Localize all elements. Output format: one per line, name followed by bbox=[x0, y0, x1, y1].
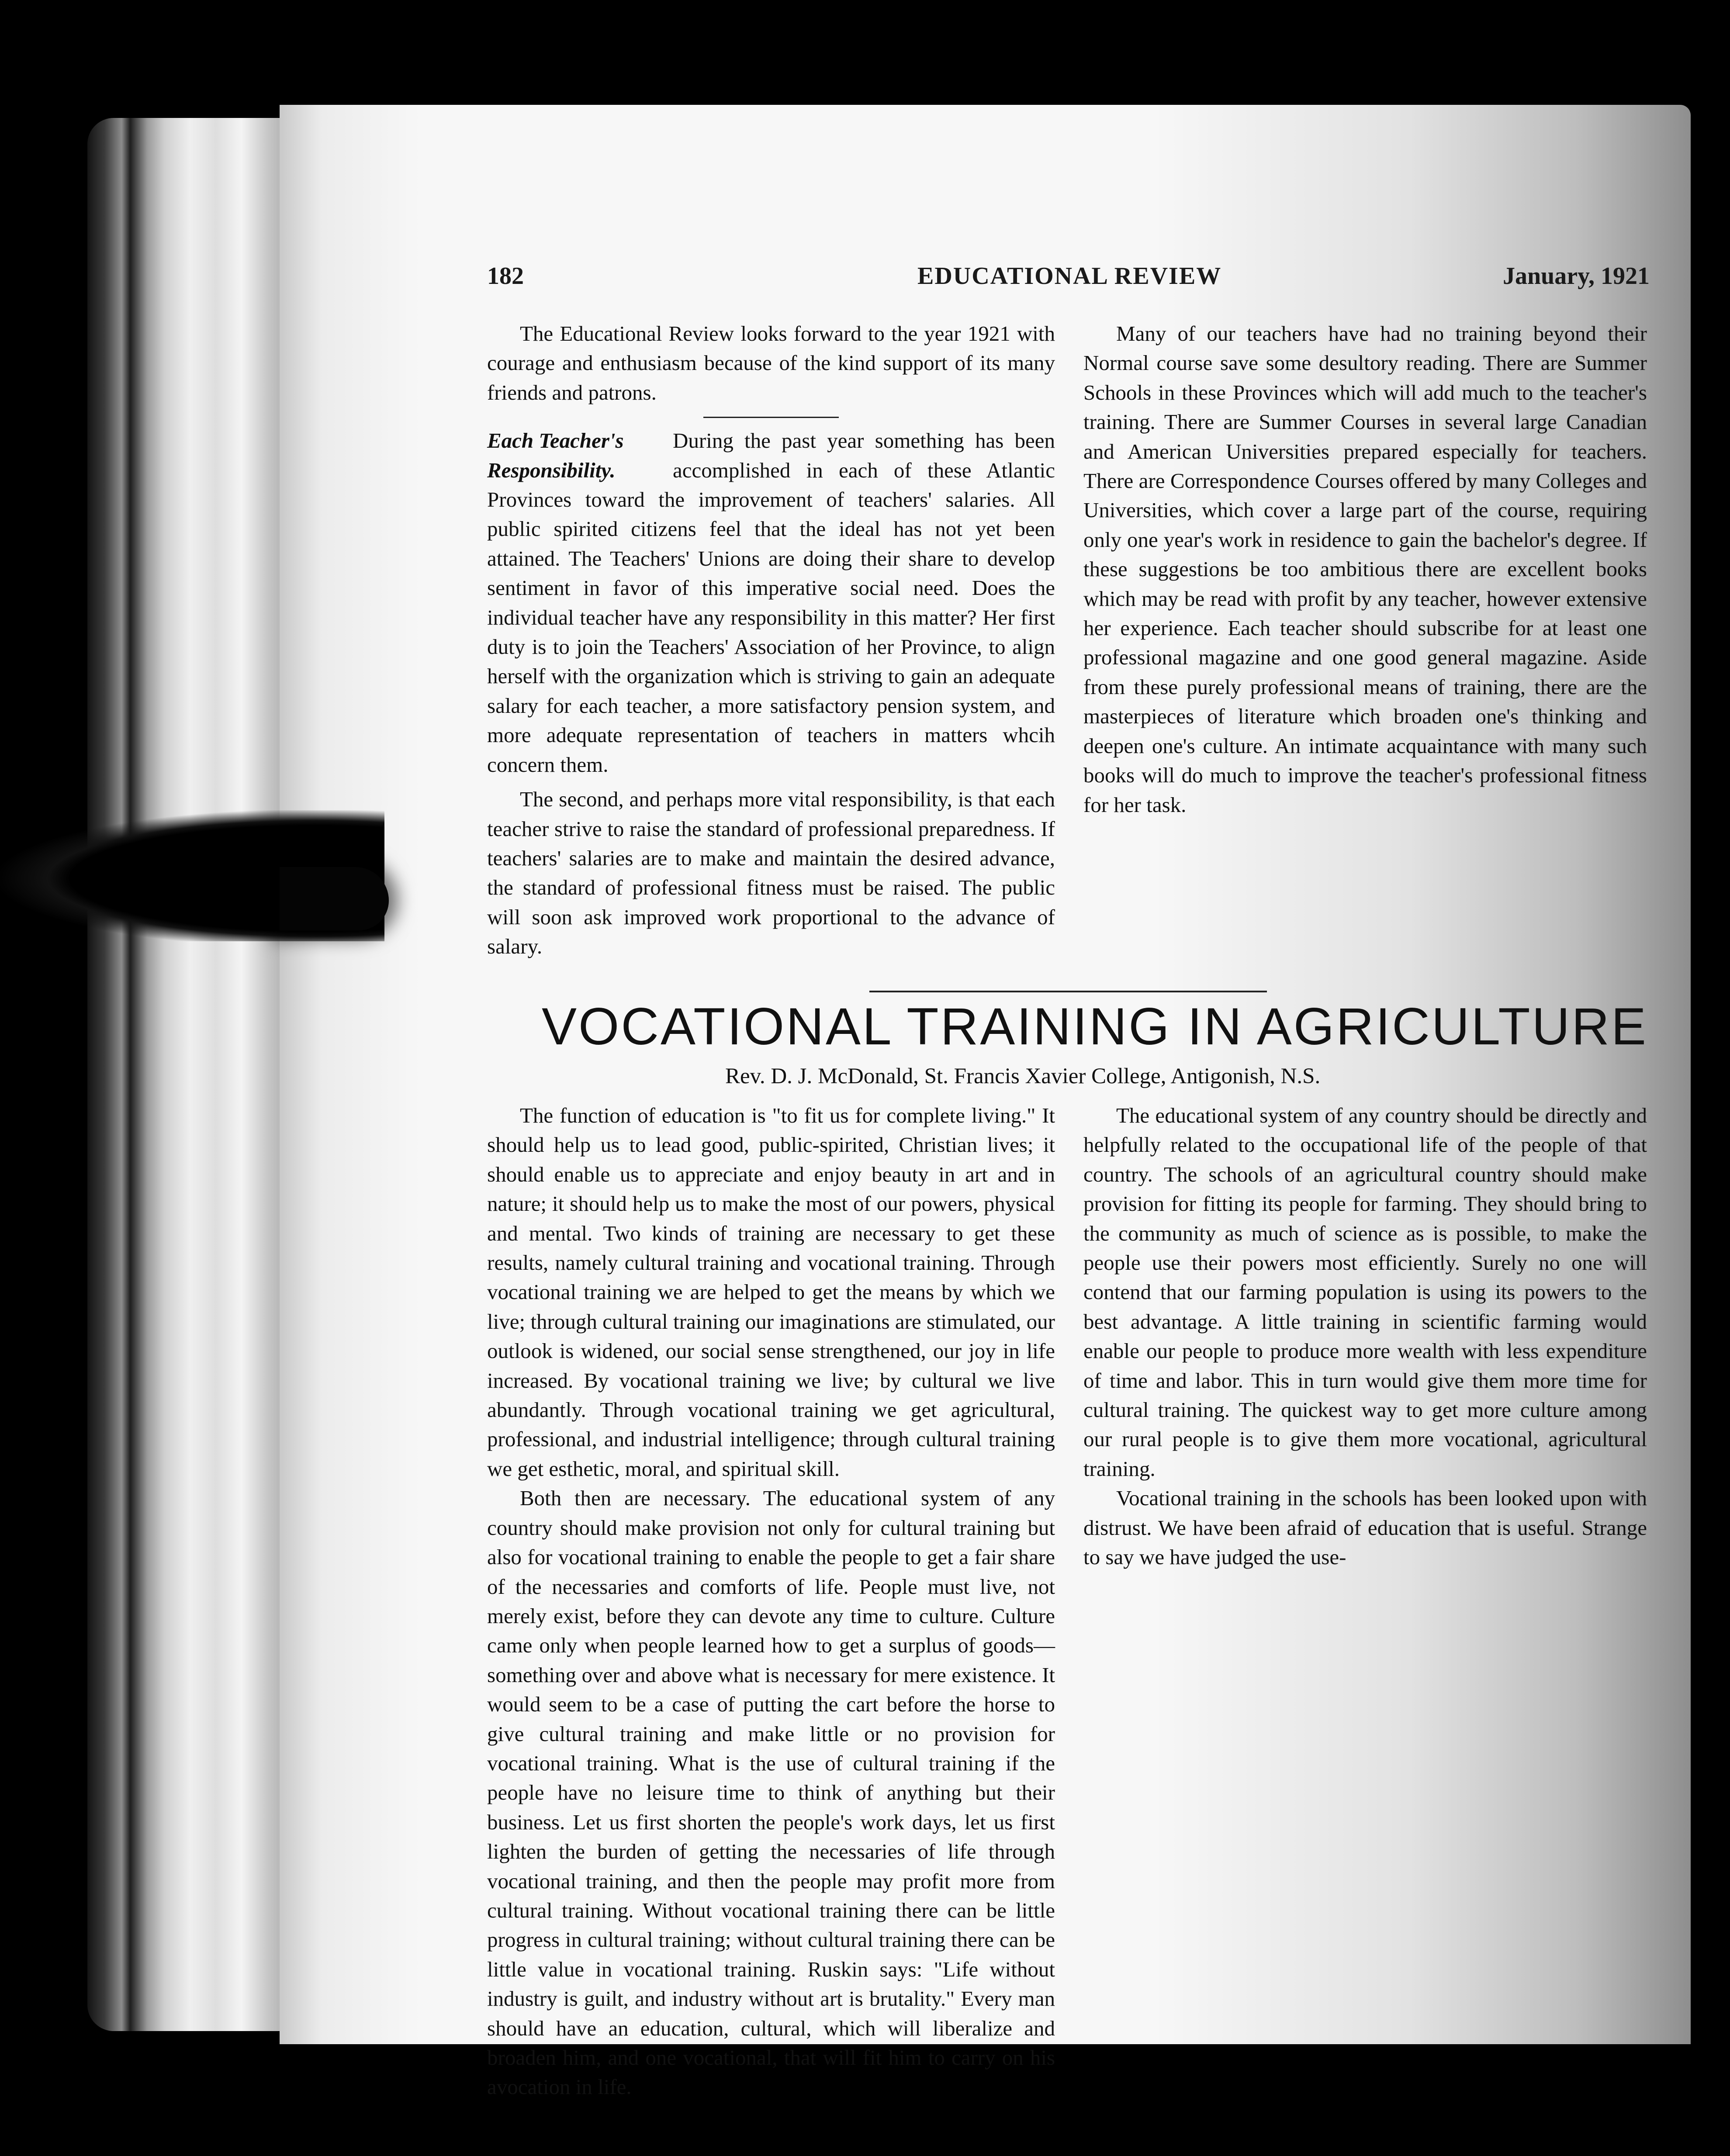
editorial-paragraph-1-text: During the past year something has been accomplished in each of these Atlantic Provinces toward the improvement of teachers' salaries. All public spirited citizens feel that the ideal has not yet been attained. The Teachers' Unions are doing their share to develop sentiment in favor of this imperative social need. Does the individual teacher have any responsibility in this matter? Her first duty is to join the Teachers' Association of her Province, to align herself with the organization which is striving to gain an adequate salary for each teacher, a more satisfactory pension system, and more adequate representation of teachers in matters whcih concern them. bbox=[487, 428, 1055, 777]
issue-date: January, 1921 bbox=[1503, 263, 1650, 290]
article-title: VOCATIONAL TRAINING IN AGRICULTURE bbox=[542, 997, 1648, 1056]
editorial-intro: The Educational Review looks forward to the year 1921 with courage and enthusiasm because of the kind support of its many friends and patrons. bbox=[487, 321, 1055, 404]
editorial-paragraph-3: Many of our teachers have had no training beyond their Normal course save some desultory reading. There are Summer Schools in these Provinces which will add much to the teacher's training. There are Summer Courses in several large Canadian and American Universities prepared especially for teachers. There are Correspondence Courses offered by many Colleges and Universities, which cover a large part of the course, requiring only one year's work in residence to gain the bachelor's degree. If these suggestions be too ambitious there are excellent books which may be read with profit by any teacher, however extensive her experience. Each teacher should subscribe for at least one professional magazine and one good general magazine. Aside from these purely professional means of training, there are the masterpieces of literature which broaden one's thinking and deepen one's culture. An intimate acquaintance with many such books will do much to improve the teacher's professional fitness for her task. bbox=[1083, 321, 1647, 817]
article-byline: Rev. D. J. McDonald, St. Francis Xavier College, Antigonish, N.S. bbox=[725, 1064, 1321, 1088]
side-heading: Each Teacher's Responsibility. bbox=[487, 428, 624, 482]
editorial-divider bbox=[703, 417, 839, 418]
thumb bbox=[280, 867, 389, 930]
editorial-right-column bbox=[1083, 319, 1647, 974]
journal-name: EDUCATIONAL REVIEW bbox=[917, 263, 1222, 290]
article-paragraph-1: The function of education is "to fit us for complete living." It should help us to lead good, public-spirited, Christian lives; it should enable us to appreciate and enjoy beauty in art and in nature; it should help us to make the most of our powers, physical and mental. Two kinds of training are necessary to get these results, namely cultural training and vocational training. Through vocational training we are helped to get the means by which we live; through cultural training our imaginations are stimulated, our outlook is widened, our social sense strengthened, our joy in life increased. By vocational training we live; by cultural we live abundantly. Through vocational training we get agricultural, professional, and industrial intelligence; through cultural training we get esthetic, moral, and spiritual skill. bbox=[487, 1103, 1055, 1481]
section-divider bbox=[869, 991, 1267, 992]
editorial-paragraph-2: The second, and perhaps more vital responsibility, is that each teacher strive to raise the standard of professional preparedness. If teachers' salaries are to make and maintain the desired advance, the standard of professional fitness must be raised. The public will soon ask improved work proportional to the advance of salary. bbox=[487, 787, 1055, 959]
page-number: 182 bbox=[487, 263, 524, 290]
article-right-column bbox=[1083, 1101, 1647, 1931]
editorial-paragraph-1 bbox=[487, 426, 1055, 779]
article-paragraph-2: Both then are necessary. The educational system of any country should make provision not only for cultural training but also for vocational training to enable the people to get a fair share of the necessaries and comforts of life. People must live, not merely exist, before they can devote any time to culture. Culture came only when people learned how to get a surplus of goods—something over and above what is necessary for mere existence. It would seem to be a case of putting the cart before the horse to give cultural training and make little or no provision for vocational training. What is the use of cultural training if the people have no leisure time to think of anything but their business. Let us first shorten the people's work days, let us first lighten the burden of getting the necessaries of life through vocational training, and then the people may profit more from cultural training. Without vocational training there can be little progress in cultural training; without cultural training there can be little value in vocational training. Ruskin says: "Life without industry is guilt, and industry without art is brutality." Every man should have an education, cultural, which will liberalize and broaden him, and one vocational, that will fit him to carry on his avocation in life. bbox=[487, 1486, 1055, 2099]
article-paragraph-4: Vocational training in the schools has been looked upon with distrust. We have been afraid of education that is useful. Strange to say we have judged the use- bbox=[1083, 1486, 1647, 1569]
article-left-column bbox=[487, 1101, 1055, 2099]
editorial-left-column bbox=[487, 319, 1055, 974]
article-paragraph-3: The educational system of any country should be directly and helpfully related to the occupational life of the people of that country. The schools of an agricultural country should make provision for fitting its people for farming. They should bring to the community as much of science as is possible, to make the people use their powers most efficiently. Surely no one will contend that our farming population is using its powers to the best advantage. A little training in scientific farming would enable our people to produce more wealth with less expenditure of time and labor. This in turn would give them more time for cultural training. The quickest way to get more culture among our rural people is to give them more vocational, agricultural training. bbox=[1083, 1103, 1647, 1481]
book-page-edges bbox=[87, 118, 301, 2031]
